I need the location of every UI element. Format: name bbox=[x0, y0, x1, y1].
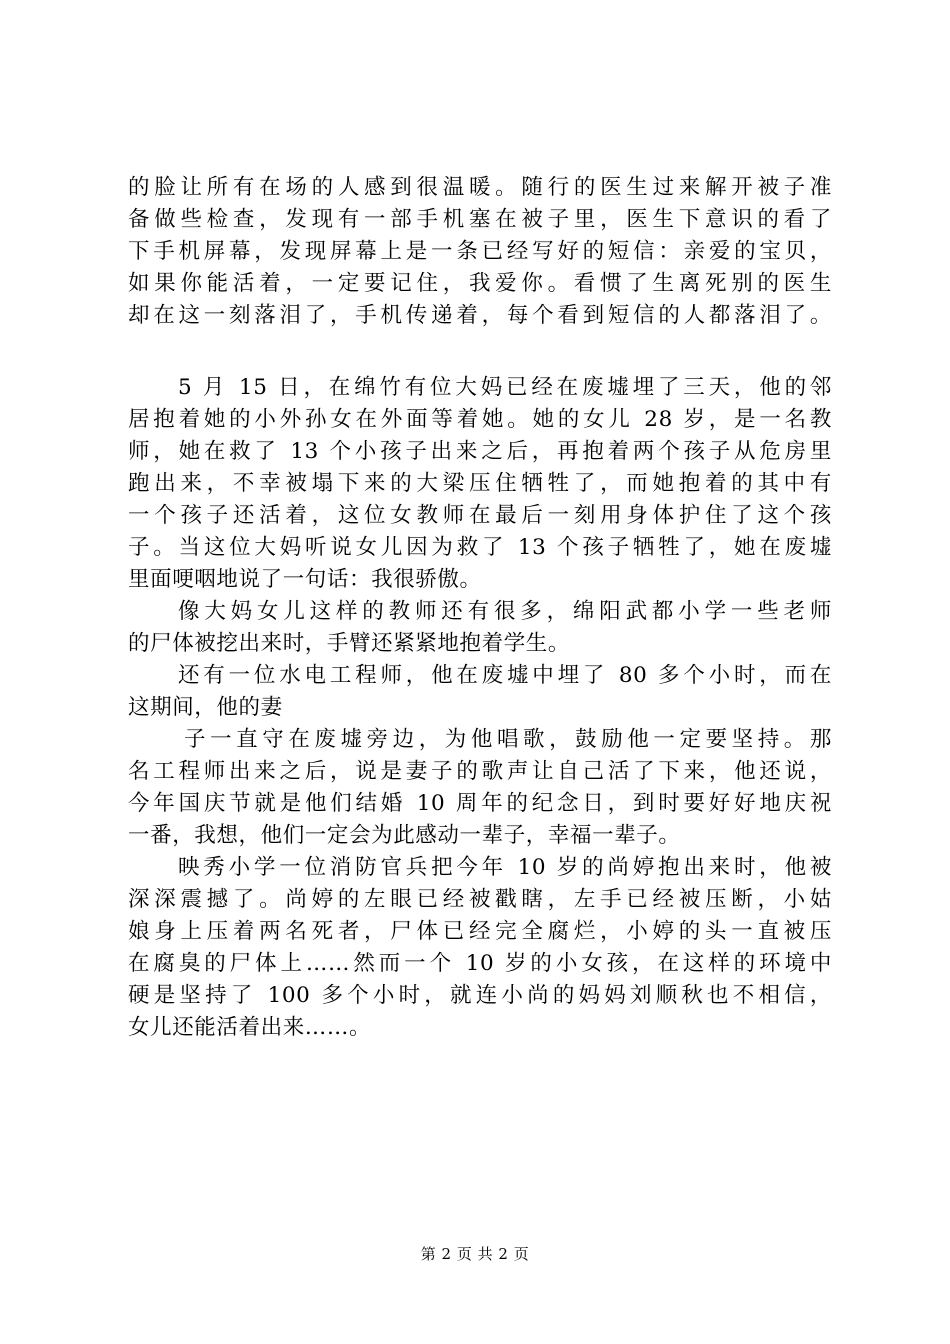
text-line: 的尸体被挖出来时，手臂还紧紧地抱着学生。 bbox=[128, 631, 571, 656]
text-line: 跑出来，不幸被塌下来的大梁压住牺牲了，而她抱着的其中有 bbox=[128, 471, 832, 496]
text-line: 子一直守在废墟旁边，为他唱歌，鼓励他一定要坚持。那 bbox=[184, 727, 832, 752]
text-line: 像大妈女儿这样的教师还有很多，绵阳武都小学一些老师 bbox=[178, 599, 832, 624]
text-line: 娘身上压着两名死者，尸体已经完全腐烂，小婷的头一直被压 bbox=[128, 919, 832, 944]
text-line: 下手机屏幕，发现屏幕上是一条已经写好的短信：亲爱的宝贝， bbox=[128, 239, 832, 264]
text-line: 在腐臭的尸体上……然而一个 10 岁的小女孩，在这样的环境中 bbox=[128, 951, 832, 976]
text-line: 如果你能活着，一定要记住，我爱你。看惯了生离死别的医生 bbox=[128, 271, 832, 296]
document-body bbox=[128, 172, 832, 1044]
text-line: 子。当这位大妈听说女儿因为救了 13 个孩子牺牲了，她在废墟 bbox=[128, 535, 832, 560]
text-line: 今年国庆节就是他们结婚 10 周年的纪念日，到时要好好地庆祝 bbox=[128, 791, 832, 816]
text-line: 备做些检查，发现有一部手机塞在被子里，医生下意识的看了 bbox=[128, 207, 832, 232]
text-line: 女儿还能活着出来……。 bbox=[128, 1015, 372, 1040]
paragraph-gap bbox=[128, 332, 832, 372]
text-line: 这期间，他的妻 bbox=[128, 695, 283, 720]
text-line: 却在这一刻落泪了，手机传递着，每个看到短信的人都落泪了。 bbox=[128, 303, 832, 328]
page-footer: 第 2 页 共 2 页 bbox=[420, 1245, 530, 1263]
text-line: 名工程师出来之后，说是妻子的歌声让自己活了下来，他还说， bbox=[128, 759, 832, 784]
text-line: 里面哽咽地说了一句话：我很骄傲。 bbox=[128, 567, 482, 592]
text-line: 还有一位水电工程师，他在废墟中埋了 80 多个小时，而在 bbox=[178, 663, 832, 688]
text-line: 深深震撼了。尚婷的左眼已经被戳瞎，左手已经被压断，小姑 bbox=[128, 887, 832, 912]
text-line: 的脸让所有在场的人感到很温暖。随行的医生过来解开被子准 bbox=[128, 175, 832, 200]
text-line: 映秀小学一位消防官兵把今年 10 岁的尚婷抱出来时，他被 bbox=[178, 855, 832, 880]
text-line: 居抱着她的小外孙女在外面等着她。她的女儿 28 岁，是一名教 bbox=[128, 407, 832, 432]
text-line: 硬是坚持了 100 多个小时，就连小尚的妈妈刘顺秋也不相信， bbox=[128, 983, 832, 1008]
text-line: 师，她在救了 13 个小孩子出来之后，再抱着两个孩子从危房里 bbox=[128, 439, 832, 464]
text-line: 一番，我想，他们一定会为此感动一辈子，幸福一辈子。 bbox=[128, 823, 681, 848]
text-line: 5 月 15 日，在绵竹有位大妈已经在废墟埋了三天，他的邻 bbox=[178, 375, 832, 400]
text-line: 一个孩子还活着，这位女教师在最后一刻用身体护住了这个孩 bbox=[128, 503, 832, 528]
